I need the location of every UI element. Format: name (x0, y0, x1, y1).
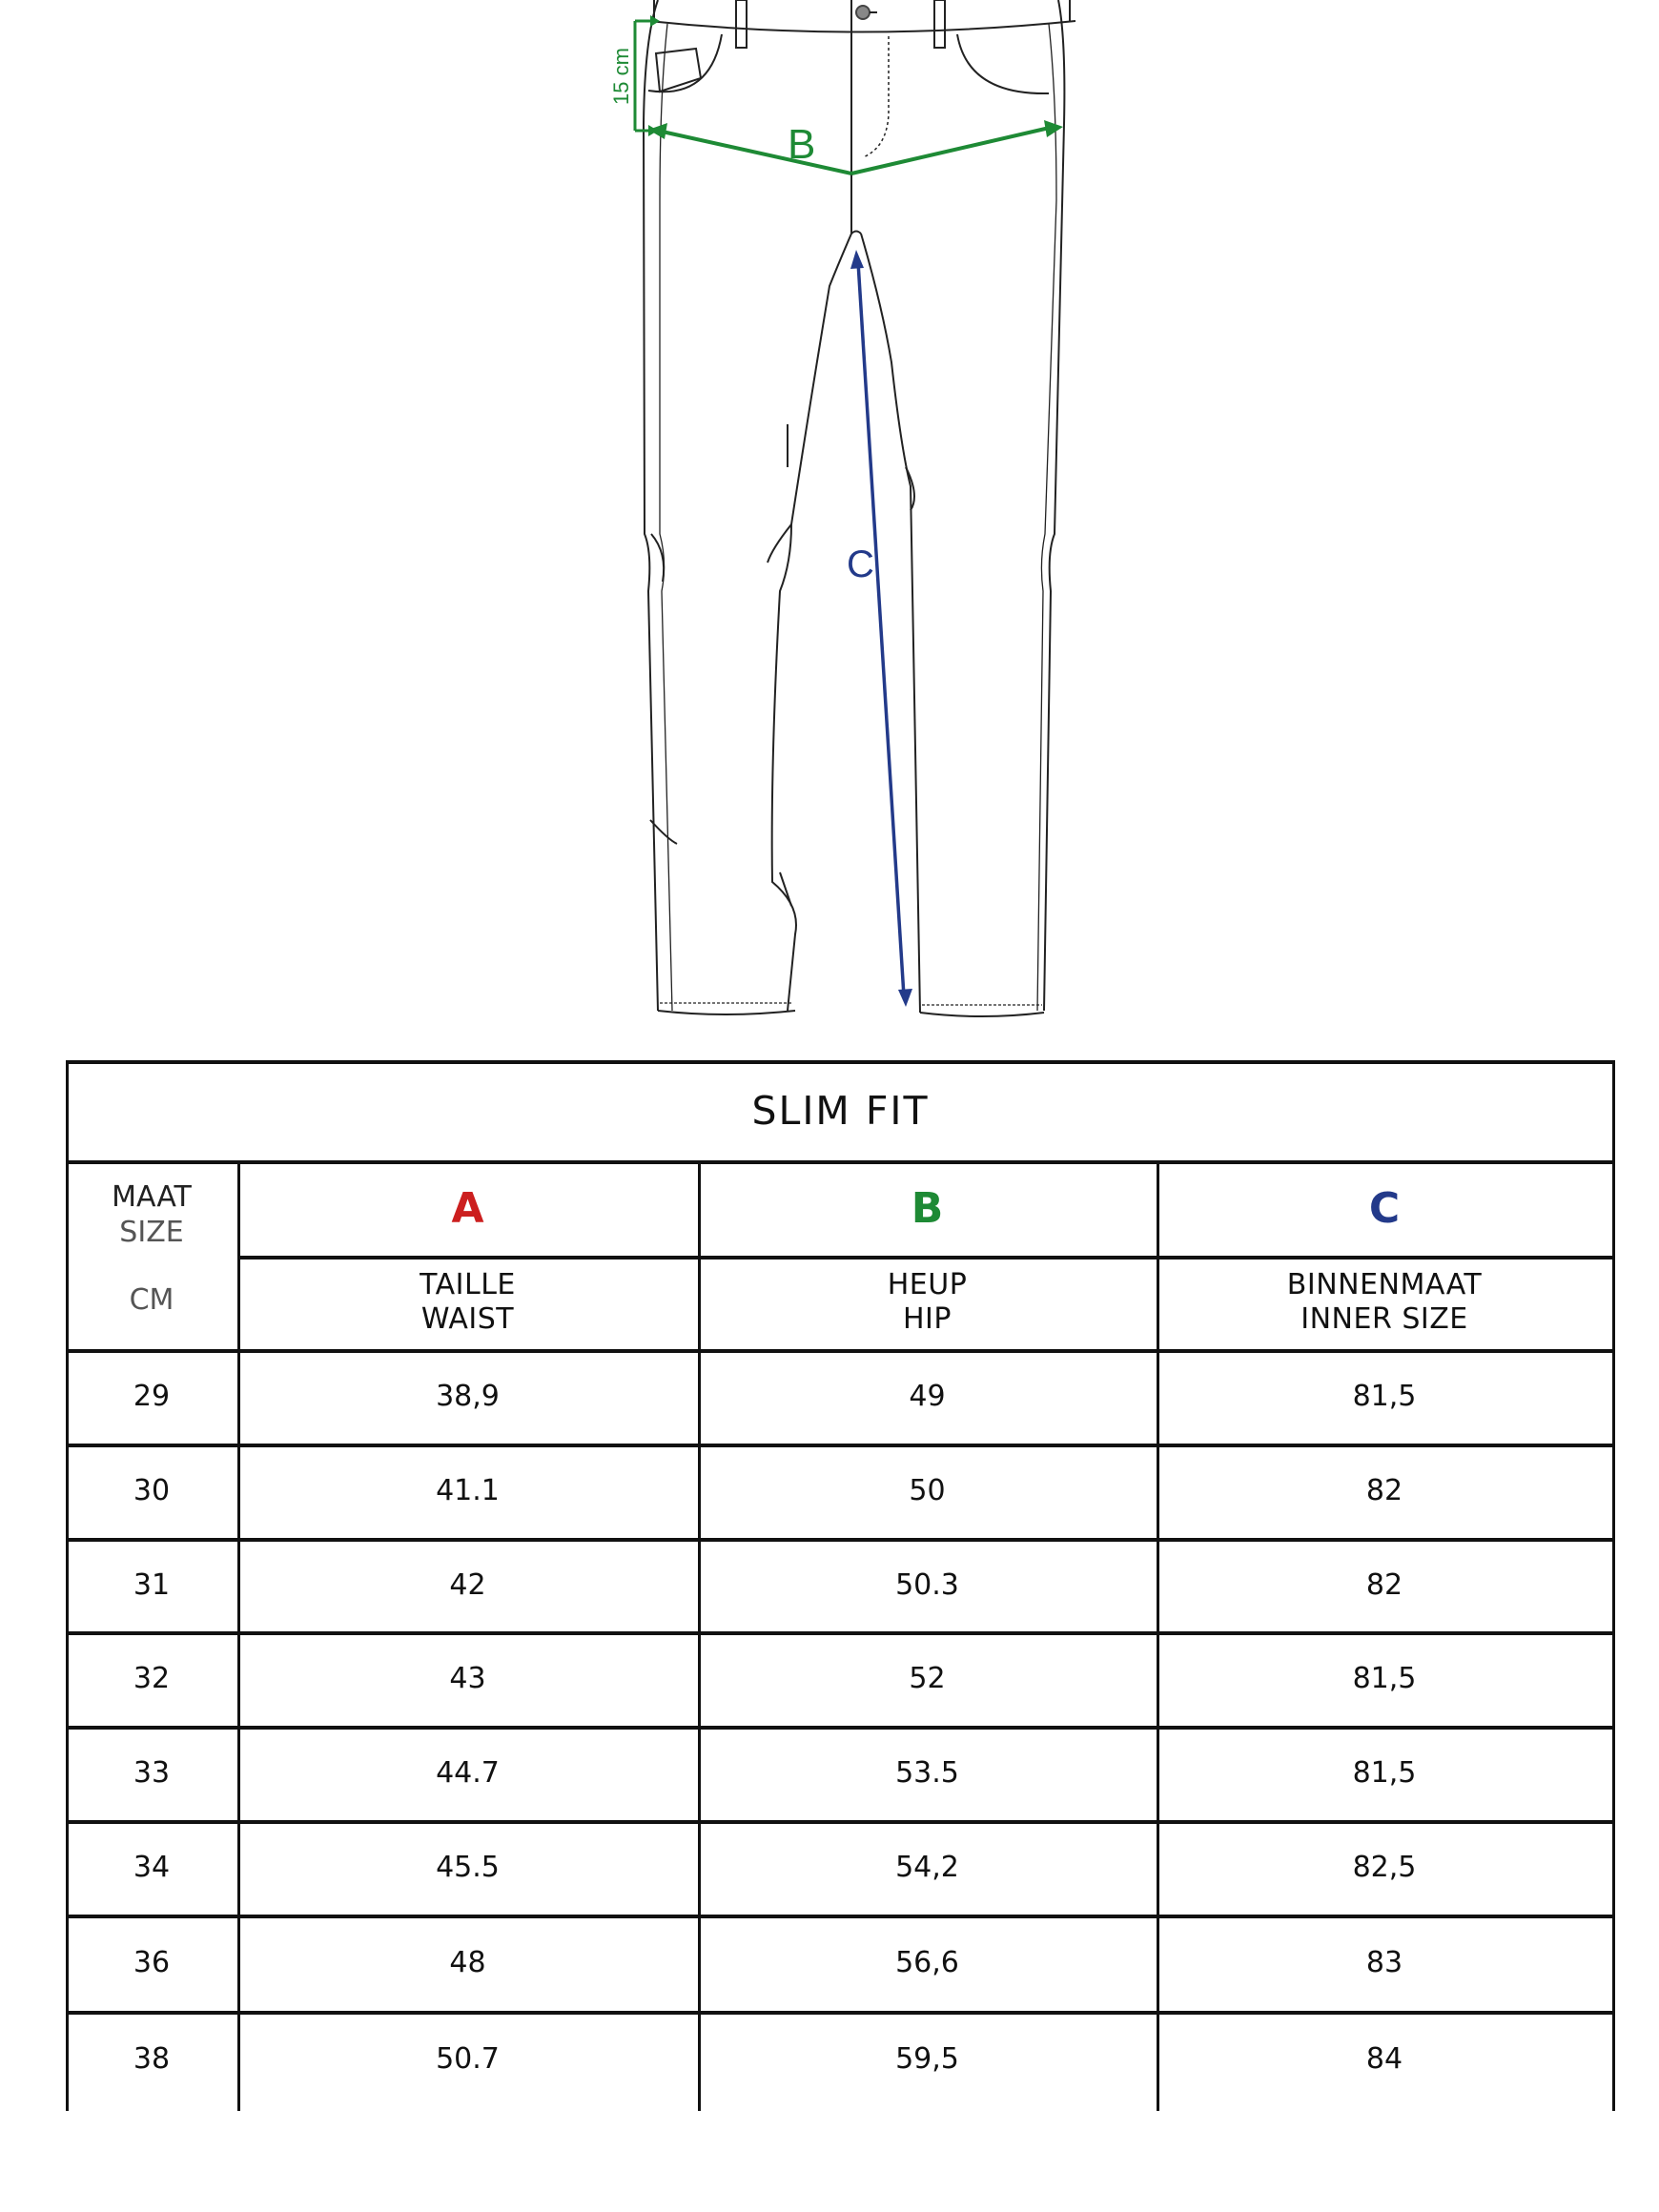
cell-inner-size: 81,5 (1352, 1756, 1417, 1790)
size-chart-table (66, 1060, 1615, 2109)
jeans-measurement-diagram (0, 0, 1659, 1039)
header-nl: TAILLE (420, 1268, 516, 1301)
inseam-label: C (847, 543, 874, 585)
size-header-unit: CM (129, 1283, 174, 1317)
cell-hip: 53.5 (895, 1756, 959, 1790)
column-header-inner-size (1157, 1256, 1612, 1349)
cell-waist: 45.5 (436, 1851, 500, 1884)
cell-hip: 49 (909, 1380, 946, 1413)
belt-loop-left (736, 0, 747, 48)
hip-measurement-arrow (648, 120, 1063, 174)
cell-hip: 54,2 (895, 1851, 959, 1884)
cell-size: 29 (133, 1380, 171, 1413)
cell-waist: 44.7 (436, 1756, 500, 1790)
table-title: SLIM FIT (751, 1087, 930, 1134)
cell-size: 36 (133, 1946, 171, 1979)
waistband-line (648, 21, 1075, 32)
size-header-en: SIZE (119, 1216, 184, 1249)
column-letter-b: B (911, 1183, 944, 1233)
cell-inner-size: 81,5 (1352, 1662, 1417, 1695)
cell-size: 33 (133, 1756, 171, 1790)
cell-waist: 43 (449, 1662, 486, 1695)
cell-inner-size: 81,5 (1352, 1380, 1417, 1413)
size-header (66, 1160, 237, 1349)
cell-inner-size: 82 (1365, 1567, 1403, 1602)
column-letter-c: C (1368, 1183, 1401, 1233)
button-icon (856, 6, 870, 19)
column-header-waist (237, 1256, 698, 1349)
cell-size: 34 (133, 1851, 171, 1884)
cell-inner-size: 82 (1365, 1474, 1403, 1507)
cell-hip: 50 (909, 1474, 946, 1507)
cell-inner-size: 82,5 (1352, 1851, 1417, 1884)
cell-waist: 42 (449, 1567, 486, 1602)
cell-inner-size: 83 (1365, 1946, 1403, 1979)
cell-waist: 48 (449, 1946, 486, 1979)
waist-offset-indicator (635, 15, 660, 136)
waist-offset-label: 15 cm (609, 48, 633, 105)
cell-size: 38 (133, 2041, 171, 2076)
cell-size: 32 (133, 1662, 171, 1695)
col-divider (1612, 1060, 1615, 2111)
cell-waist: 41.1 (436, 1474, 500, 1507)
header-en: HIP (903, 1302, 952, 1336)
cell-waist: 38,9 (436, 1380, 500, 1413)
cell-inner-size: 84 (1365, 2041, 1403, 2076)
cell-hip: 59,5 (895, 2041, 959, 2076)
cell-hip: 52 (909, 1662, 946, 1695)
cell-hip: 50.3 (895, 1567, 959, 1602)
belt-loop-right (934, 0, 945, 48)
cell-size: 31 (133, 1567, 171, 1602)
inseam-measurement-arrow (850, 250, 912, 1007)
cell-hip: 56,6 (895, 1946, 959, 1979)
hip-label: B (788, 121, 816, 168)
cell-waist: 50.7 (436, 2041, 500, 2076)
cell-size: 30 (133, 1474, 171, 1507)
column-letter-a: A (451, 1183, 484, 1233)
header-en: INNER SIZE (1301, 1302, 1468, 1336)
header-nl: BINNENMAAT (1286, 1268, 1483, 1301)
header-en: WAIST (420, 1302, 515, 1336)
header-nl: HEUP (887, 1268, 968, 1301)
column-header-hip (698, 1256, 1157, 1349)
size-header-nl: MAAT (112, 1180, 192, 1214)
